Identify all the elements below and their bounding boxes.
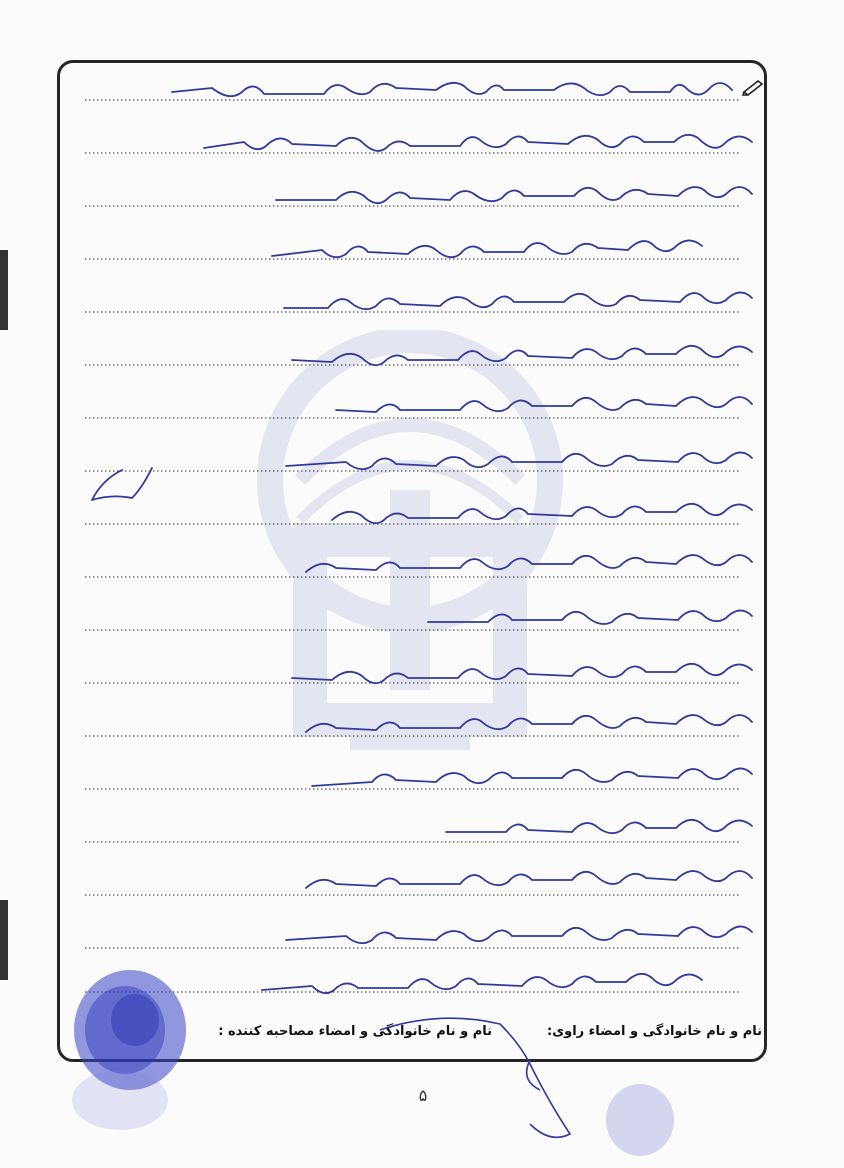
- page-number: ۵: [418, 1086, 428, 1105]
- narrator-signature-label: نام و نام خانوادگی و امضاء راوی:: [547, 1024, 762, 1039]
- page-frame: [57, 60, 767, 1062]
- signature-footer: [150, 1018, 762, 1048]
- interviewer-signature-label: نام و نام خانوادگی و امضاء مصاحبه کننده :: [218, 1024, 492, 1039]
- faint-fingerprint: [606, 1084, 674, 1156]
